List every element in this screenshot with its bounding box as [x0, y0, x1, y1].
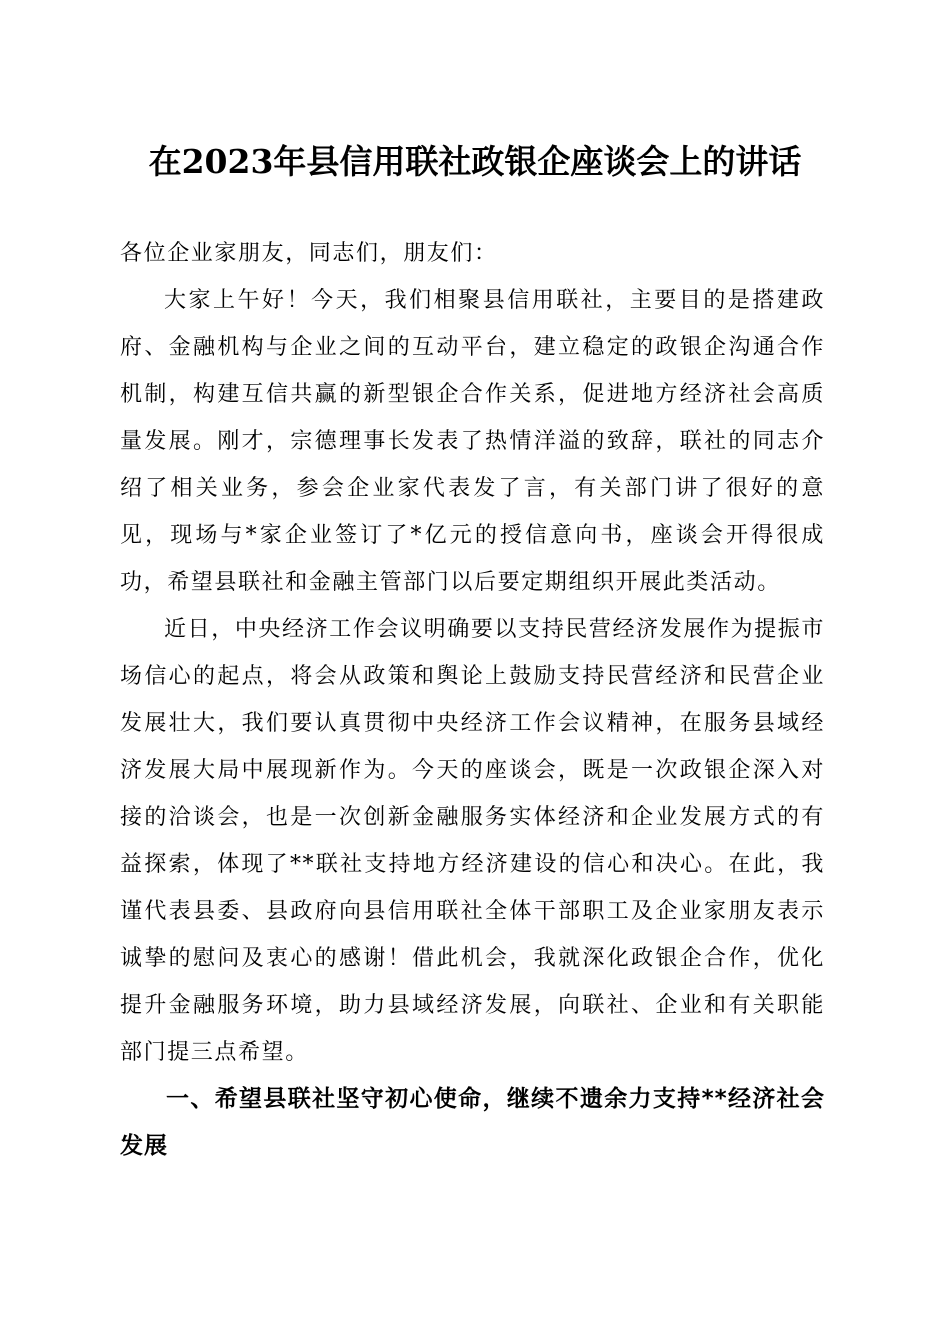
paragraph-opening: 大家上午好！今天，我们相聚县信用联社，主要目的是搭建政府、金融机构与企业之间的互动平台，建立稳定的政银企沟通合作机制，构建互信共赢的新型银企合作关系，促进地方经济社会高质量发展。刚才，宗德理事长发表了热情洋溢的致辞，联社的同志介绍了相关业务，参会企业家代表发了言，有关部门讲了很好的意见，现场与*家企业签订了*亿元的授信意向书，座谈会开得很成功，希望县联社和金融主管部门以后要定期组织开展此类活动。	[120, 288, 825, 595]
salutation: 各位企业家朋友，同志们，朋友们：	[120, 241, 498, 266]
document-title: 在2023年县信用联社政银企座谈会上的讲话	[148, 142, 802, 181]
section-heading-one: 一、希望县联社坚守初心使命，继续不遗余力支持**经济社会发展	[120, 1086, 825, 1159]
document-body	[120, 230, 825, 1170]
paragraph-context: 近日，中央经济工作会议明确要以支持民营经济发展作为提振市场信心的起点，将会从政策和舆论上鼓励支持民营经济和民营企业发展壮大，我们要认真贯彻中央经济工作会议精神，在服务县域经济发展大局中展现新作为。今天的座谈会，既是一次政银企深入对接的洽谈会，也是一次创新金融服务实体经济和企业发展方式的有益探索，体现了**联社支持地方经济建设的信心和决心。在此，我谨代表县委、县政府向县信用联社全体干部职工及企业家朋友表示诚挚的慰问及衷心的感谢！借此机会，我就深化政银企合作，优化提升金融服务环境，助力县域经济发展，向联社、企业和有关职能部门提三点希望。	[120, 617, 825, 1065]
